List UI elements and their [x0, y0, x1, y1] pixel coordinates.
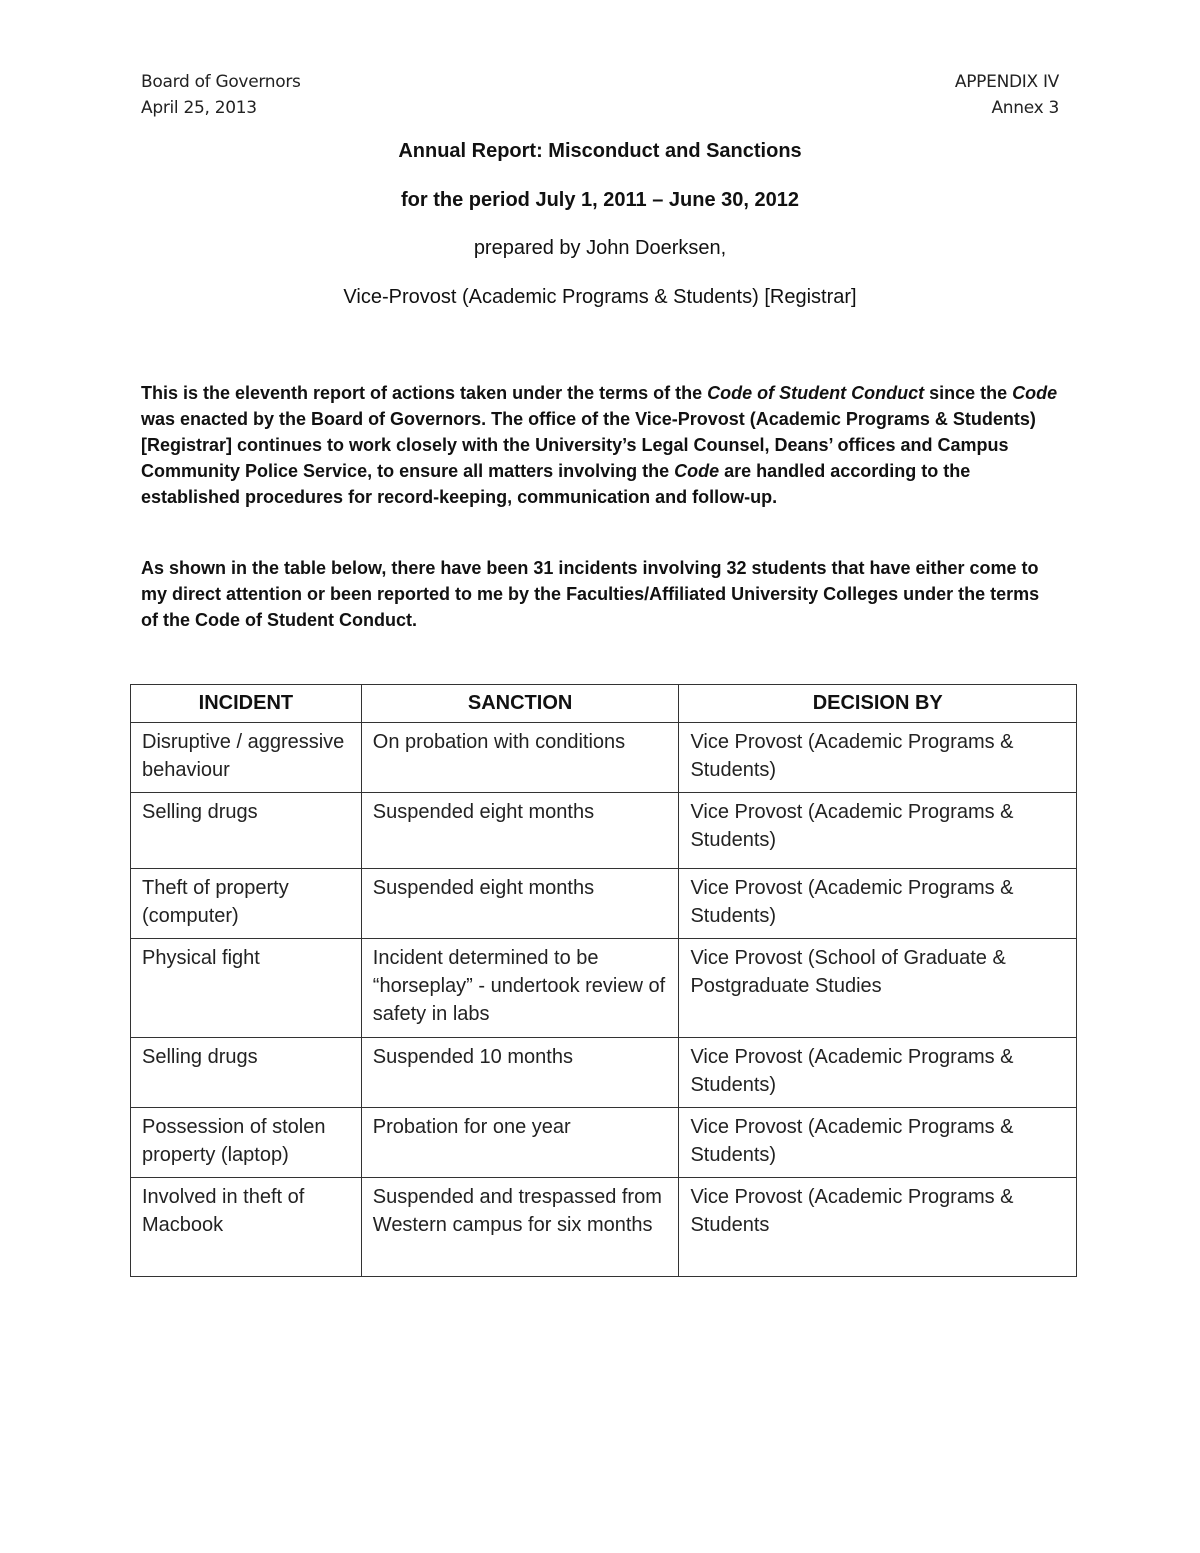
report-period: for the period July 1, 2011 – June 30, 2012 [401, 189, 799, 211]
cell-sanction: Suspended eight months [361, 793, 679, 869]
cell-incident: Selling drugs [131, 1038, 362, 1108]
column-header-sanction: SANCTION [361, 685, 679, 723]
summary-paragraph: As shown in the table below, there have been 31 incidents involving 32 students that have either come to my direct attention or been reported to me by the Faculties/Affiliated University Colleges under the terms of the Code of Student Conduct. [141, 558, 1040, 630]
header-appendix: APPENDIX IV [954, 72, 1059, 92]
column-header-incident: INCIDENT [131, 685, 362, 723]
cell-sanction: Suspended 10 months [361, 1038, 679, 1108]
table-row [131, 723, 1077, 793]
table-header-row [131, 685, 1077, 723]
table-row [131, 869, 1077, 939]
cell-decision-by: Vice Provost (Academic Programs & Students) [679, 1108, 1077, 1178]
cell-decision-by: Vice Provost (Academic Programs & Students) [679, 869, 1077, 939]
table-row [131, 1038, 1077, 1108]
intro-italic-code-2: Code [674, 461, 720, 481]
table-row [131, 939, 1077, 1038]
cell-decision-by: Vice Provost (Academic Programs & Students) [679, 723, 1077, 793]
cell-sanction: Incident determined to be “horseplay” - undertook review of safety in labs [361, 939, 679, 1038]
cell-decision-by: Vice Provost (Academic Programs & Students [679, 1178, 1077, 1277]
cell-sanction: Suspended eight months [361, 869, 679, 939]
cell-decision-by: Vice Provost (School of Graduate & Postgraduate Studies [679, 939, 1077, 1038]
intro-text-4: are handled according to the established procedures for record-keeping, communication and follow-up. [141, 461, 971, 507]
intro-italic-code-of-student-conduct: Code of Student Conduct [707, 383, 925, 403]
cell-incident: Theft of property (computer) [131, 869, 362, 939]
table-row [131, 1108, 1077, 1178]
header-annex: Annex 3 [991, 98, 1059, 118]
cell-incident: Possession of stolen property (laptop) [131, 1108, 362, 1178]
intro-text-2: since the [924, 383, 1013, 403]
sanctions-table [130, 684, 1077, 1277]
cell-incident: Involved in theft of Macbook [131, 1178, 362, 1277]
cell-decision-by: Vice Provost (Academic Programs & Students) [679, 793, 1077, 869]
intro-text-3: was enacted by the Board of Governors. The office of the Vice-Provost (Academic Programs & Students) [Registrar] continues to work closely with the University’s Legal Counsel, Deans’ offices and Campus Community Police Service, to ensure all matters involving the [141, 409, 1036, 481]
table-row [131, 793, 1077, 869]
report-author-title: Vice-Provost (Academic Programs & Students) [Registrar] [343, 286, 857, 308]
column-header-decision-by: DECISION BY [679, 685, 1077, 723]
intro-text-1: This is the eleventh report of actions taken under the terms of the [141, 383, 708, 403]
intro-paragraph [141, 380, 1061, 510]
intro-italic-code: Code [1012, 383, 1058, 403]
header-left [141, 69, 301, 121]
header-right [955, 69, 1059, 121]
cell-sanction: On probation with conditions [361, 723, 679, 793]
cell-decision-by: Vice Provost (Academic Programs & Students) [679, 1038, 1077, 1108]
cell-incident: Physical fight [131, 939, 362, 1038]
cell-sanction: Probation for one year [361, 1108, 679, 1178]
cell-sanction: Suspended and trespassed from Western campus for six months [361, 1178, 679, 1277]
cell-incident: Disruptive / aggressive behaviour [131, 723, 362, 793]
report-title: Annual Report: Misconduct and Sanctions [398, 140, 802, 162]
report-author: prepared by John Doerksen, [473, 237, 727, 259]
table-row [131, 1178, 1077, 1277]
cell-incident: Selling drugs [131, 793, 362, 869]
header-date: April 25, 2013 [141, 98, 257, 118]
header-organization: Board of Governors [141, 72, 301, 92]
